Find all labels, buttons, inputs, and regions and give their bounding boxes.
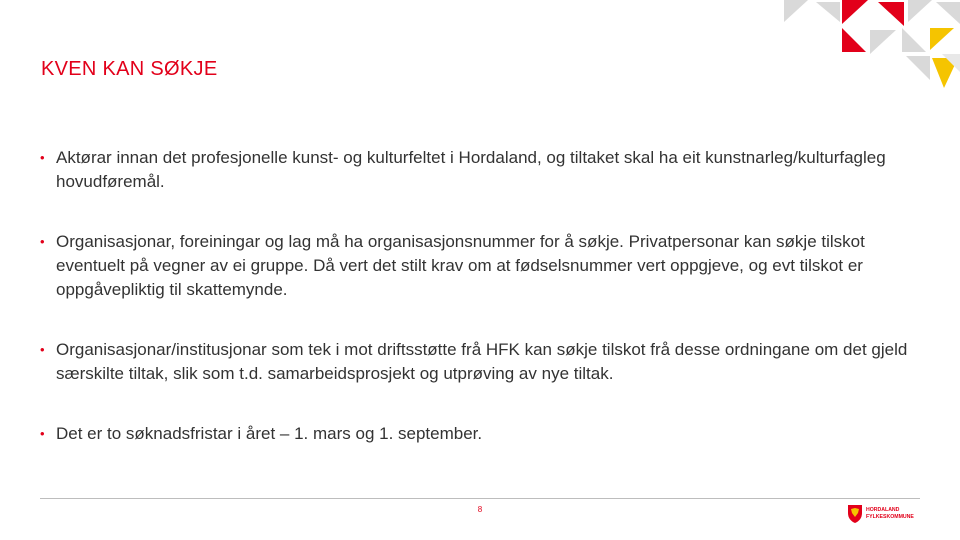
logo-line-1: HORDALAND bbox=[866, 507, 900, 513]
bullet-marker: • bbox=[40, 234, 45, 249]
footer-divider bbox=[40, 498, 920, 499]
triangle-red bbox=[842, 28, 866, 52]
triangle-grey bbox=[908, 0, 932, 22]
bullet-text: Aktørar innan det profesjonelle kunst- og kulturfeltet i Hordaland, og tiltaket skal ha eit kunstnarleg/kulturfagleg hovudføremål. bbox=[56, 148, 886, 191]
bullet-item bbox=[40, 146, 912, 194]
triangle-grey bbox=[936, 2, 960, 24]
bullet-text: Organisasjonar, foreiningar og lag må ha organisasjonsnummer for å søkje. Privatpersonar kan søkje tilskot eventuelt på vegner av ei gruppe. Då vert det stilt krav om at fødselsnummer vert oppgjeve, og evt tilskot er oppgåvepliktig til skattemynde. bbox=[56, 232, 865, 299]
triangle-yellow bbox=[930, 28, 954, 50]
slide-title: KVEN KAN SØKJE bbox=[41, 58, 218, 80]
county-logo bbox=[846, 502, 926, 524]
logo-line-2: FYLKESKOMMUNE bbox=[866, 514, 914, 520]
bullet-text: Det er to søknadsfristar i året – 1. mars og 1. september. bbox=[56, 424, 483, 443]
triangle-grey bbox=[816, 2, 840, 22]
bullet-marker: • bbox=[40, 426, 45, 441]
triangle-red bbox=[842, 0, 868, 24]
triangle-grey bbox=[902, 28, 926, 52]
bullet-item bbox=[40, 338, 912, 386]
triangle-grey bbox=[870, 30, 896, 54]
bullet-text: Organisasjonar/institusjonar som tek i mot driftsstøtte frå HFK kan søkje tilskot frå desse ordningane om det gjeld særskilte tiltak, slik som t.d. samarbeidsprosjekt og utprøving av nye tiltak. bbox=[56, 340, 908, 383]
triangle-red bbox=[878, 2, 904, 26]
triangle-grey bbox=[784, 0, 808, 22]
triangle-grey bbox=[906, 56, 930, 80]
bullet-item bbox=[40, 230, 912, 302]
bullet-item bbox=[40, 422, 912, 446]
county-shield-icon bbox=[848, 505, 862, 523]
page-number: 8 bbox=[477, 505, 483, 514]
bullet-list bbox=[40, 146, 912, 446]
corner-triangle-pattern bbox=[780, 0, 960, 92]
bullet-marker: • bbox=[40, 342, 45, 357]
bullet-marker: • bbox=[40, 150, 45, 165]
